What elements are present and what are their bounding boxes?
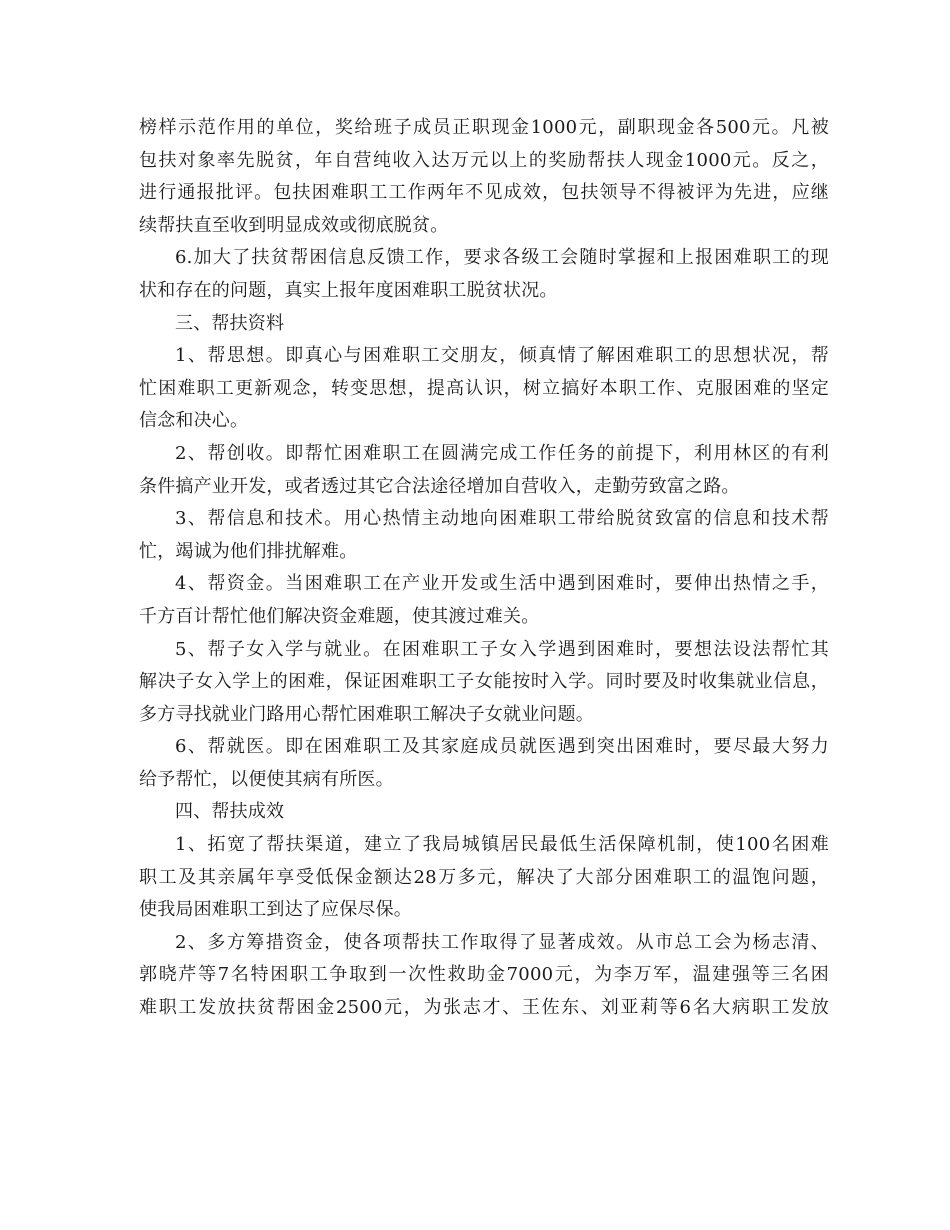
text-line: 使我局困难职工到达了应保尽保。 <box>139 899 412 921</box>
text-line: 解决子女入学上的困难，保证困难职工子女能按时入学。同时要及时收集就业信息， <box>139 671 829 693</box>
text-line: 4、帮资金。当困难职工在产业开发或生活中遇到困难时，要伸出热情之手， <box>175 573 829 595</box>
text-line: 1、帮思想。即真心与困难职工交朋友，倾真情了解困难职工的思想状况，帮 <box>175 345 829 367</box>
text-line: 给予帮忙，以便使其病有所医。 <box>139 768 394 790</box>
text-line: 包扶对象率先脱贫，年自营纯收入达万元以上的奖励帮扶人现金1000元。反之， <box>139 149 829 171</box>
text-line: 郭晓芹等7名特困职工争取到一次性救助金7000元，为李万军，温建强等三名困 <box>139 964 829 986</box>
text-line: 榜样示范作用的单位，奖给班子成员正职现金1000元，副职现金各500元。凡被 <box>139 117 829 138</box>
text-line: 难职工发放扶贫帮困金2500元，为张志才、王佐东、刘亚莉等6名大病职工发放 <box>139 997 829 1019</box>
text-line: 1、拓宽了帮扶渠道，建立了我局城镇居民最低生活保障机制，使100名困难 <box>175 834 829 856</box>
text-line: 职工及其亲属年享受低保金额达28万多元，解决了大部分困难职工的温饱问题， <box>139 866 829 888</box>
text-line: 状和存在的问题，真实上报年度困难职工脱贫状况。 <box>139 279 558 301</box>
text-line: 千方百计帮忙他们解决资金难题，使其渡过难关。 <box>139 605 540 627</box>
text-line: 多方寻找就业门路用心帮忙困难职工解决子女就业问题。 <box>139 703 594 725</box>
text-line: 3、帮信息和技术。用心热情主动地向困难职工带给脱贫致富的信息和技术帮 <box>175 508 829 530</box>
text-line: 2、多方筹措资金，使各项帮扶工作取得了显著成效。从市总工会为杨志清、 <box>175 931 829 953</box>
text-line: 续帮扶直至收到明显成效或彻底脱贫。 <box>139 214 449 236</box>
text-line: 5、帮子女入学与就业。在困难职工子女入学遇到困难时，要想法设法帮忙其 <box>175 638 829 660</box>
text-line: 6.加大了扶贫帮困信息反馈工作，要求各级工会随时掌握和上报困难职工的现 <box>175 247 829 269</box>
text-line: 2、帮创收。即帮忙困难职工在圆满完成工作任务的前提下，利用林区的有利 <box>175 442 829 464</box>
document-page <box>139 112 829 1025</box>
text-line: 进行通报批评。包扶困难职工工作两年不见成效，包扶领导不得被评为先进，应继 <box>139 182 829 204</box>
section-heading: 三、帮扶资料 <box>175 312 285 334</box>
text-line: 6、帮就医。即在困难职工及其家庭成员就医遇到突出困难时，要尽最大努力 <box>175 736 829 758</box>
text-line: 忙困难职工更新观念，转变思想，提高认识，树立搞好本职工作、克服困难的坚定 <box>139 377 829 399</box>
text-line: 条件搞产业开发，或者透过其它合法途径增加自营收入，走勤劳致富之路。 <box>139 475 740 497</box>
text-line: 忙，竭诚为他们排扰解难。 <box>139 540 358 562</box>
text-line: 信念和决心。 <box>139 410 249 432</box>
section-heading: 四、帮扶成效 <box>175 801 285 823</box>
